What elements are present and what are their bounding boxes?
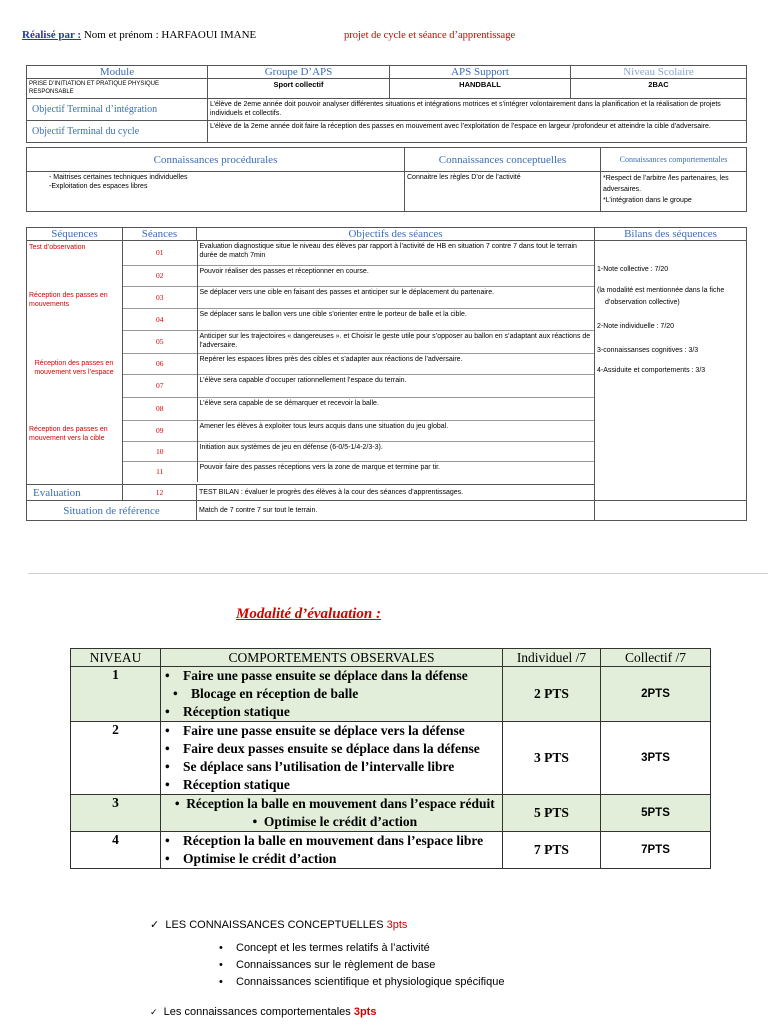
behaviour-item: • Réception statique [165,776,498,794]
info-table [26,65,747,143]
seance-number: 06 [123,353,197,374]
bilans-cell [595,241,747,501]
sequences-column [27,241,123,485]
groupe-header: Groupe D’APS [208,66,390,79]
coll-col-header: Collectif /7 [601,649,711,667]
comport-item-2: *L’intégration dans le groupe [603,197,692,204]
realise-par-label: Réalisé par : [22,29,82,41]
seance-row [123,397,594,420]
comport-title: Les connaissances comportementales [163,1006,351,1018]
seance-objective: L’élève sera capable de se démarquer et recevoir la balle. [197,397,594,420]
collective-points: 5PTS [601,795,711,832]
seance-row [123,441,594,461]
evaluation-label: Evaluation [27,485,123,501]
seance-objective: Pouvoir faire des passes réceptions vers la zone de marque et termine par tir. [197,461,594,482]
concept-item-3: • Connaissances scientifique et physiologique spécifique [236,976,504,988]
comport-item-1: *Respect de l’arbitre /les partenaires, les adversaires. [603,175,729,193]
bilan-2: (la modalité est mentionnée dans la fiche [597,287,725,294]
sequence-reception-mouvements: Réception des passes en mouvements [29,292,108,308]
seance-objective: Initiation aux systèmes de jeu en défense (6-0/5-1/4-2/3-3). [197,441,594,461]
seance-row [123,461,594,482]
level-behaviours [161,795,503,832]
seance-number: 04 [123,308,197,330]
individual-points: 7 PTS [503,832,601,869]
divider [28,573,768,574]
behaviour-item: • Se déplace sans l’utilisation de l’intervalle libre [165,758,498,776]
situation-label: Situation de référence [27,501,197,521]
seance-number: 03 [123,286,197,308]
seance-number: 02 [123,265,197,286]
seance-row [123,353,594,374]
seance-objective: Se déplacer sans le ballon vers une cible s’orienter entre le porteur de balle et la cible. [197,308,594,330]
level-row [71,667,711,722]
level-number: 4 [71,832,161,869]
concept-title: LES CONNAISSANCES CONCEPTUELLES [165,919,384,931]
otc-label: Objectif Terminal du cycle [27,121,208,143]
comport-col-header: COMPORTEMENTS OBSERVALES [161,649,503,667]
seance-objective: Pouvoir réaliser des passes et réceptionner en course. [197,265,594,286]
niveau-header: Niveau Scolaire [571,66,747,79]
level-behaviours [161,667,503,722]
behaviour-item: • Optimise le crédit d’action [165,813,498,831]
proc-item-1: - Maitrises certaines techniques individuelles [49,174,188,181]
objectifs-header: Objectifs des séances [197,228,595,241]
module-value: PRISE D’INITIATION ET PRATIQUE PHYSIQUE RESPONSABLE [27,79,208,99]
behaviour-item: • Optimise le crédit d’action [165,850,498,868]
check-icon: ✓ [150,1007,158,1017]
niveau-col-header: NIVEAU [71,649,161,667]
comport-section [150,1006,376,1018]
seance-row [123,420,594,441]
behaviour-item: • Faire deux passes ensuite se déplace dans la défense [165,740,498,758]
behaviour-item: • Réception la balle en mouvement dans l’espace libre [165,832,498,850]
concept-cell: Connaitre les règles D’or de l’activité [405,172,601,212]
bilan-1: 1-Note collective : 7/20 [597,266,669,273]
project-title: projet de cycle et séance d’apprentissage [344,30,516,41]
level-row [71,795,711,832]
seance-objective: Anticiper sur les trajectoires « dangereuses ». et Choisir le geste utile pour s’opposer au ballon en s’adaptant aux réactions de l’adversaire. [197,330,594,353]
sequence-test-observation: Test d’observation [29,244,86,251]
behaviour-item: • Faire une passe ensuite se déplace dans la défense [165,667,498,685]
level-behaviours [161,832,503,869]
seance-row [123,308,594,330]
cycle-table [26,227,747,521]
seance-row [123,241,594,265]
author-line [22,29,256,41]
concept-item-2: • Connaissances sur le règlement de base [236,959,435,971]
seance-objective: L’élève sera capable d’occuper rationnellement l’espace du terrain. [197,374,594,397]
connaissances-table [26,147,747,212]
module-header: Module [27,66,208,79]
comport-header: Connaissances comportementales [601,148,747,172]
level-number: 2 [71,722,161,795]
seance-rows [123,241,594,482]
seance-number: 05 [123,330,197,353]
seance-objective: Se déplacer vers une cible en faisant des passes et anticiper sur le déplacement du partenaire. [197,286,594,308]
seance-number: 09 [123,420,197,441]
collective-points: 7PTS [601,832,711,869]
bilan-6: 4-Assiduite et comportements : 3/3 [597,367,706,374]
evaluation-grid [70,648,711,869]
seance-number: 10 [123,441,197,461]
proc-cell [27,172,405,212]
behaviour-item: • Blocage en réception de balle [165,685,498,703]
collective-points: 2PTS [601,667,711,722]
seance-row [123,374,594,397]
bilans-header: Bilans des séquences [595,228,747,241]
concept-header: Connaissances conceptuelles [405,148,601,172]
proc-header: Connaissances procédurales [27,148,405,172]
seances-header: Séances [123,228,197,241]
modalite-title: Modalité d’évaluation : [236,606,381,622]
seance-number: 11 [123,461,197,482]
aps-header: APS Support [390,66,571,79]
comport-cell [601,172,747,212]
author-name: Nom et prénom : HARFAOUI IMANE [83,29,257,41]
seance-objective: Repérer les espaces libres près des cibles et s’adapter aux réactions de l’adversaire. [197,353,594,374]
behaviour-item: • Réception statique [165,703,498,721]
sequence-reception-cible: Réception des passes en mouvement vers la cible [29,426,108,442]
sequences-header: Séquences [27,228,123,241]
behaviour-item: • Faire une passe ensuite se déplace vers la défense [165,722,498,740]
niveau-value: 2BAC [571,79,747,99]
seance-number: 12 [123,485,197,501]
sequence-reception-espace: Réception des passes en mouvement vers l’espace [34,360,114,376]
seance-row [123,286,594,308]
seance-row [123,265,594,286]
concept-item-1: • Concept et les termes relatifs à l’activité [236,942,430,954]
seance-number: 07 [123,374,197,397]
collective-points: 3PTS [601,722,711,795]
individual-points: 2 PTS [503,667,601,722]
level-number: 3 [71,795,161,832]
level-row [71,832,711,869]
seance-number: 08 [123,397,197,420]
situation-text: Match de 7 contre 7 sur tout le terrain. [197,501,595,521]
bilan-3: d’observation collective) [605,299,680,306]
level-behaviours [161,722,503,795]
concept-section [150,918,407,931]
bilan-5: 3-connaissanses cognitives : 3/3 [597,347,699,354]
proc-item-2: -Exploitation des espaces libres [49,183,148,190]
oti-text: L’élève de 2eme année doit pouvoir analyser différentes situations et intégrations motrices et s’intégrer volontairement dans la planification et la réalisation de projets individuels et collectifs. [208,99,747,121]
otc-text: L’élève de la 2eme année doit faire la réception des passes en mouvement avec l’exploitation de l’espace en largeur /profondeur et atteindre la cible d’adversaire. [208,121,747,143]
individual-points: 5 PTS [503,795,601,832]
groupe-value: Sport collectif [208,79,390,99]
level-row [71,722,711,795]
check-icon: ✓ [150,919,160,931]
seance-objective: Evaluation diagnostique situe le niveau des élèves par rapport à l’activité de HB en situation 7 contre 7 dans tout le terrain durée de match 7min [199,243,577,259]
comport-points: 3pts [353,1006,377,1018]
individual-points: 3 PTS [503,722,601,795]
seance-objective: Amener les élèves à exploiter tous leurs acquis dans une situation du jeu global. [197,420,594,441]
concept-points: 3pts [386,919,408,931]
behaviour-item: • Réception la balle en mouvement dans l’espace réduit [165,795,498,813]
seance-objective: TEST BILAN : évaluer le progrès des élèves à la cour des séances d’apprentissages. [197,485,595,501]
bilan-4: 2-Note individuelle : 7/20 [597,323,675,330]
seance-row [123,330,594,353]
aps-value: HANDBALL [390,79,571,99]
seance-number: 01 [123,241,197,265]
seances-block [123,241,595,485]
oti-label: Objectif Terminal d’intégration [27,99,208,121]
level-number: 1 [71,667,161,722]
situation-empty [595,501,747,521]
indiv-col-header: Individuel /7 [503,649,601,667]
